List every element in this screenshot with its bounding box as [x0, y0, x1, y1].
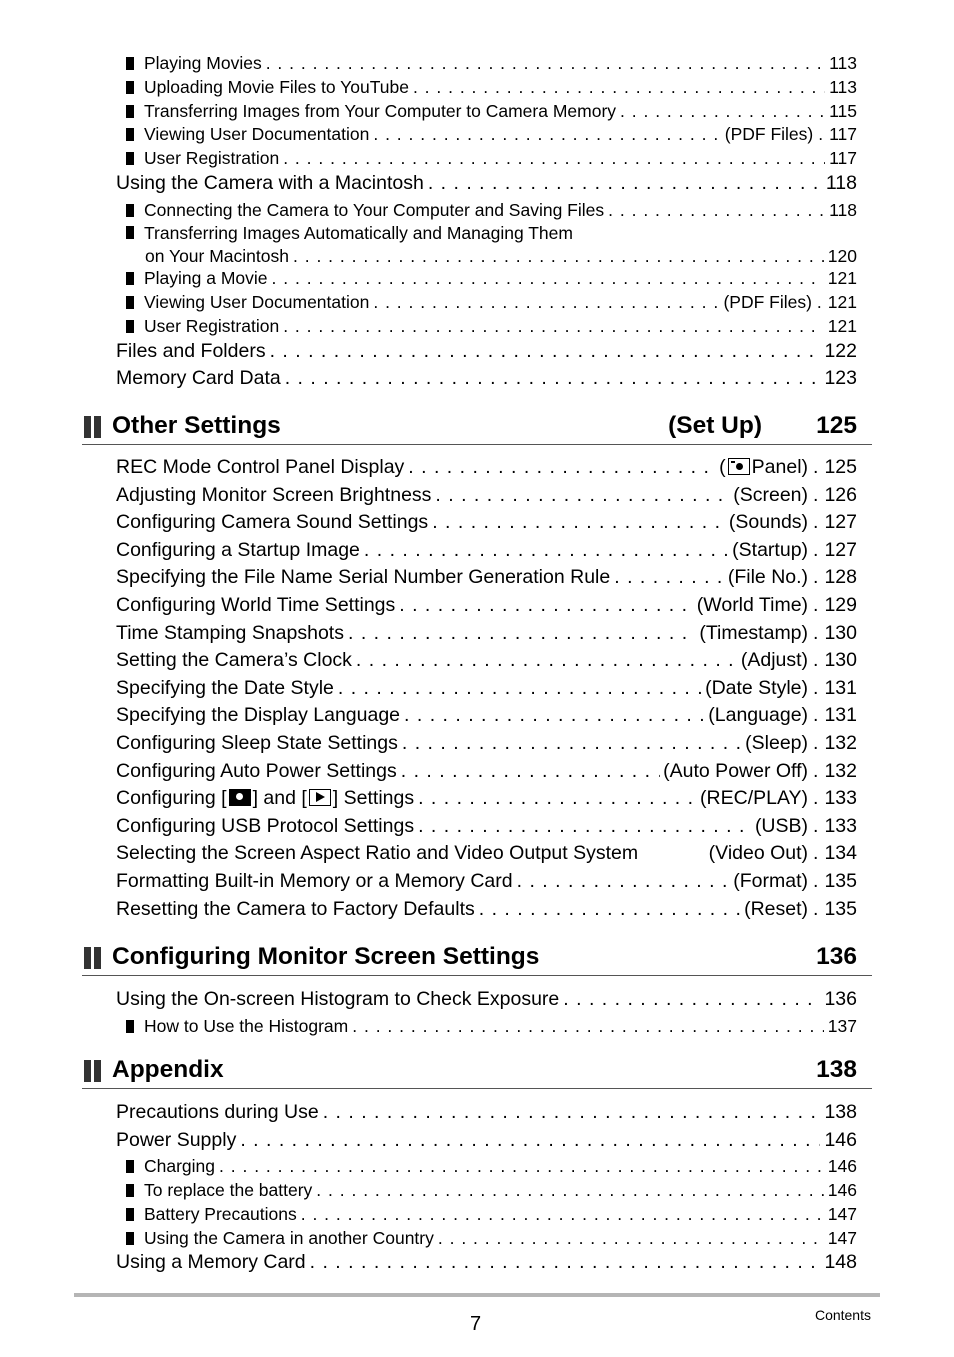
entry-page: 148 — [824, 1251, 857, 1274]
entry-note-pre: ( — [719, 456, 726, 478]
entry-title — [116, 172, 428, 195]
entry-page: 122 — [824, 339, 857, 362]
entry-page: 133 — [824, 787, 857, 810]
toc-block-monitor — [0, 988, 954, 1039]
leader-dots — [418, 815, 752, 838]
section-title: Configuring Monitor Screen Settings — [112, 943, 540, 970]
entry-page: 129 — [824, 593, 857, 616]
leader-dots — [479, 898, 741, 921]
entry-page: 121 — [827, 268, 857, 289]
entry-title — [116, 484, 435, 507]
toc-subentry[interactable] — [126, 1016, 857, 1040]
toc-block-top — [0, 53, 954, 395]
toc-entry[interactable] — [116, 1101, 857, 1129]
entry-note — [738, 649, 811, 672]
entry-title — [144, 200, 608, 221]
toc-subentry[interactable] — [126, 200, 857, 224]
toc-block-settings — [0, 456, 954, 925]
bullet-icon — [126, 320, 134, 333]
entry-title-text: Configuring Sleep State Settings — [116, 731, 398, 754]
entry-title-text: Specifying the Display Language — [116, 704, 401, 727]
entry-title-text: Viewing User Documentation — [144, 292, 370, 313]
leader-dots — [352, 1016, 824, 1037]
entry-title — [116, 677, 338, 700]
entry-page: 125 — [824, 456, 857, 478]
toc-entry[interactable] — [116, 732, 857, 760]
entry-title-text: REC Mode Control Panel Display — [116, 456, 405, 478]
entry-title — [116, 787, 418, 810]
entry-page: 130 — [824, 621, 857, 644]
entry-page: 131 — [824, 704, 857, 727]
section-page: 136 — [816, 943, 857, 970]
entry-note-text: (Timestamp) — [699, 621, 809, 644]
leader-dots — [563, 988, 820, 1011]
entry-title-text-mid: ] and [ — [252, 787, 307, 810]
entry-note-text: (Adjust) — [740, 649, 809, 672]
entry-note — [720, 292, 814, 313]
entry-page: 138 — [824, 1101, 857, 1123]
entry-note — [722, 124, 816, 145]
leader-dot: . — [816, 292, 822, 313]
entry-note — [725, 566, 811, 589]
section-title: Other Settings — [112, 412, 281, 439]
entry-note — [716, 456, 811, 479]
leader-dot: . — [813, 538, 819, 561]
toc-entry[interactable] — [116, 1251, 857, 1279]
entry-note — [706, 842, 811, 865]
toc-subentry[interactable] — [145, 246, 857, 268]
toc-block-appendix — [0, 1101, 954, 1279]
leader-dot: . — [813, 814, 819, 837]
toc-entry[interactable] — [116, 484, 857, 512]
entry-page: 127 — [824, 511, 857, 534]
entry-title-text: Specifying the File Name Serial Number Generation Rule — [116, 566, 611, 589]
entry-title — [116, 456, 408, 479]
toc-entry[interactable] — [116, 539, 857, 567]
entry-page: 132 — [824, 731, 857, 754]
leader-dots — [438, 1228, 824, 1249]
bullet-icon — [126, 1020, 134, 1033]
leader-dots — [301, 1204, 824, 1225]
entry-note — [741, 898, 811, 921]
entry-title-text: Memory Card Data — [116, 367, 281, 390]
entry-page: 146 — [827, 1179, 857, 1200]
entry-page: 137 — [827, 1015, 857, 1036]
entry-title-text: Configuring USB Protocol Settings — [116, 814, 415, 837]
toc-subentry[interactable] — [126, 1228, 857, 1252]
leader-dot: . — [813, 759, 819, 782]
bullet-icon — [126, 204, 134, 217]
leader-dots — [219, 1156, 824, 1177]
entry-title — [144, 148, 283, 169]
leader-dots — [418, 787, 697, 810]
leader-dots — [316, 1180, 824, 1201]
leader-dots — [266, 53, 825, 74]
toc-entry[interactable] — [116, 815, 857, 843]
footer-divider — [74, 1293, 880, 1297]
entry-title — [144, 1228, 438, 1249]
leader-dot: . — [813, 566, 819, 589]
leader-dots — [517, 870, 731, 893]
entry-title — [144, 316, 283, 337]
entry-title-text: Charging — [144, 1156, 216, 1177]
entry-title-text: Using the On-screen Histogram to Check Exposure — [116, 988, 560, 1010]
section-title: Appendix — [112, 1056, 224, 1083]
entry-note-text: (Reset) — [744, 897, 809, 920]
leader-dot: . — [813, 511, 819, 534]
entry-title — [144, 1204, 301, 1225]
entry-note-text: (Auto Power Off) — [663, 759, 809, 782]
entry-note — [730, 870, 811, 893]
bullet-icon — [126, 81, 134, 94]
entry-title — [116, 842, 642, 865]
leader-dot: . — [813, 842, 819, 865]
entry-note-text: (Screen) — [733, 483, 809, 506]
entry-title-text: Specifying the Date Style — [116, 676, 334, 699]
entry-note-text: (File No.) — [727, 566, 809, 589]
leader-dot: . — [813, 787, 819, 810]
entry-note-text: (Sounds) — [728, 511, 809, 534]
page-number: 7 — [470, 1313, 482, 1335]
toc-entry[interactable] — [116, 988, 857, 1016]
camera-icon — [229, 789, 251, 806]
section-marker-icon — [84, 947, 102, 969]
section-marker-icon — [84, 416, 102, 438]
leader-dots — [432, 511, 726, 534]
entry-title — [116, 622, 348, 645]
toc-entry[interactable] — [116, 1129, 857, 1157]
entry-note-text: (World Time) — [696, 593, 809, 616]
section-note: (Set Up) — [668, 412, 762, 439]
bullet-icon — [126, 152, 134, 165]
leader-dots — [620, 101, 825, 122]
section-page: 125 — [816, 412, 857, 439]
entry-title-text: Transferring Images from Your Computer to Camera Memory — [144, 100, 617, 121]
entry-page: 135 — [824, 897, 857, 920]
entry-note-text: (REC/PLAY) — [700, 787, 809, 810]
section-heading-monitor-screen — [82, 941, 872, 976]
entry-note-text: (Startup) — [732, 538, 809, 561]
entry-note-text: (Format) — [733, 869, 809, 892]
leader-dots — [283, 316, 824, 337]
entry-title — [116, 1129, 240, 1152]
leader-dots — [435, 484, 730, 507]
section-heading-other-settings — [82, 410, 872, 445]
entry-note — [726, 511, 811, 534]
toc-entry[interactable] — [116, 870, 857, 898]
toc-entry[interactable] — [116, 367, 857, 395]
leader-dots — [348, 622, 696, 645]
entry-note-text: (USB) — [754, 814, 809, 837]
toc-entry[interactable] — [116, 511, 857, 539]
leader-dot: . — [813, 456, 819, 478]
leader-dots — [272, 268, 824, 289]
bullet-icon — [126, 1160, 134, 1173]
leader-dots — [614, 566, 725, 589]
entry-page: 115 — [829, 100, 857, 121]
entry-page: 134 — [824, 842, 857, 865]
leader-dots — [240, 1129, 820, 1152]
entry-title-text: Configuring Camera Sound Settings — [116, 511, 429, 534]
toc-entry[interactable] — [116, 787, 857, 815]
entry-title-text: Formatting Built-in Memory or a Memory Card — [116, 869, 513, 892]
leader-dots — [270, 340, 821, 363]
toc-entry[interactable] — [116, 898, 857, 926]
bullet-icon — [126, 1208, 134, 1221]
entry-title — [116, 732, 402, 755]
leader-dot: . — [813, 731, 819, 754]
entry-note — [752, 815, 811, 838]
entry-title-text: Playing Movies — [144, 53, 262, 73]
entry-title — [116, 594, 399, 617]
entry-title-text: Configuring a Startup Image — [116, 538, 360, 561]
entry-title-text: Uploading Movie Files to YouTube — [144, 76, 409, 97]
entry-title — [116, 760, 401, 783]
entry-title — [144, 77, 413, 98]
entry-title-text: Setting the Camera’s Clock — [116, 649, 352, 672]
leader-dots — [373, 124, 721, 145]
leader-dots — [408, 456, 716, 479]
toc-subentry[interactable] — [126, 124, 857, 148]
leader-dot: . — [813, 897, 819, 920]
section-marker-icon — [84, 1060, 102, 1082]
toc-entry[interactable] — [116, 760, 857, 788]
entry-title-text: Configuring [ — [116, 787, 227, 810]
entry-note-text: (Language) — [708, 704, 809, 727]
leader-dot: . — [813, 676, 819, 699]
entry-page: 135 — [824, 869, 857, 892]
leader-dots — [310, 1251, 821, 1274]
toc-subentry[interactable] — [126, 101, 857, 125]
entry-page: 120 — [827, 246, 857, 267]
leader-dots — [402, 732, 742, 755]
leader-dots — [428, 172, 822, 195]
toc-entry[interactable] — [116, 340, 857, 368]
entry-title — [116, 1101, 323, 1124]
entry-title-text: Battery Precautions — [144, 1203, 297, 1224]
entry-title — [116, 815, 418, 838]
toc-subentry[interactable] — [126, 268, 857, 292]
entry-note — [696, 622, 811, 645]
leader-dots — [285, 367, 821, 390]
entry-note-text: (PDF Files) — [724, 124, 814, 145]
leader-dots — [338, 677, 702, 700]
entry-title-text: Playing a Movie — [144, 268, 268, 289]
entry-page: 131 — [824, 676, 857, 699]
entry-page: 147 — [827, 1203, 857, 1224]
leader-dots — [404, 704, 705, 727]
entry-page: 118 — [825, 171, 857, 194]
leader-dots — [283, 148, 825, 169]
entry-title-text-end: ] Settings — [332, 787, 415, 810]
entry-title — [116, 539, 364, 562]
leader-dot: . — [813, 483, 819, 506]
entry-title — [144, 268, 272, 289]
toc-entry[interactable] — [116, 649, 857, 677]
rec-panel-icon — [728, 458, 750, 475]
entry-page: 126 — [824, 483, 857, 506]
leader-dot: . — [813, 593, 819, 616]
entry-title-text: Connecting the Camera to Your Computer and Saving Files — [144, 199, 605, 220]
entry-title-text: To replace the battery — [144, 1179, 313, 1200]
entry-page: 123 — [824, 367, 857, 390]
toc-subentry[interactable] — [126, 77, 857, 101]
bullet-icon — [126, 1232, 134, 1245]
entry-note — [697, 787, 811, 810]
bullet-icon — [126, 57, 134, 70]
entry-title — [144, 101, 620, 122]
entry-note — [742, 732, 811, 755]
entry-page: 147 — [827, 1227, 857, 1248]
entry-page: 127 — [824, 538, 857, 561]
section-page: 138 — [816, 1056, 857, 1083]
entry-title-text: Power Supply — [116, 1128, 237, 1151]
entry-page: 118 — [829, 199, 857, 220]
leader-dot: . — [813, 704, 819, 727]
entry-page: 130 — [824, 649, 857, 672]
entry-page: 136 — [824, 988, 857, 1010]
leader-dots — [401, 760, 660, 783]
toc-entry[interactable] — [116, 566, 857, 594]
toc-subentry[interactable] — [126, 53, 857, 77]
entry-title-text: Configuring Auto Power Settings — [116, 759, 397, 782]
entry-title-text: Using the Camera in another Country — [144, 1227, 434, 1248]
leader-dots — [413, 77, 825, 98]
bullet-icon — [126, 272, 134, 285]
entry-title — [116, 340, 270, 363]
toc-subentry[interactable] — [126, 316, 857, 340]
entry-note — [660, 760, 811, 783]
entry-title — [116, 870, 517, 893]
entry-page: 133 — [824, 814, 857, 837]
toc-entry[interactable] — [116, 456, 857, 484]
entry-page: 146 — [824, 1128, 857, 1151]
entry-note-text: Panel) — [751, 456, 809, 478]
entry-title-text: How to Use the Histogram — [144, 1015, 349, 1036]
entry-note — [702, 677, 811, 700]
leader-dot: . — [813, 869, 819, 892]
leader-dot: . — [818, 124, 824, 145]
entry-title-text: Using a Memory Card — [116, 1251, 306, 1274]
bullet-icon — [126, 226, 134, 239]
entry-title: Transferring Images Automatically and Managing Them — [144, 223, 573, 244]
entry-title — [144, 1016, 352, 1037]
entry-title — [144, 1180, 316, 1201]
entry-title-text: on Your Macintosh — [145, 246, 289, 267]
entry-title-text: Precautions during Use — [116, 1101, 319, 1123]
entry-page: 117 — [829, 124, 857, 145]
entry-title-text: Adjusting Monitor Screen Brightness — [116, 483, 432, 506]
toc-entry[interactable] — [116, 172, 857, 200]
bullet-icon — [126, 105, 134, 118]
entry-title-text: Files and Folders — [116, 339, 266, 362]
toc-entry[interactable] — [116, 594, 857, 622]
entry-title-text: Resetting the Camera to Factory Defaults — [116, 897, 475, 920]
entry-page: 121 — [827, 315, 857, 336]
entry-title-text: Time Stamping Snapshots — [116, 621, 344, 644]
toc-subentry[interactable] — [126, 148, 857, 172]
toc-entry[interactable] — [116, 677, 857, 705]
leader-dots — [373, 292, 720, 313]
entry-page: 146 — [827, 1156, 857, 1177]
footer-label: Contents — [814, 1307, 871, 1323]
leader-dot: . — [813, 621, 819, 644]
leader-dot: . — [813, 649, 819, 672]
toc-entry[interactable] — [116, 622, 857, 650]
entry-note — [694, 594, 811, 617]
entry-page: 113 — [829, 53, 857, 73]
toc-subentry[interactable] — [126, 292, 857, 316]
leader-dots — [356, 649, 738, 672]
entry-page: 128 — [824, 566, 857, 589]
leader-dots — [323, 1101, 821, 1124]
entry-title-text: User Registration — [144, 148, 280, 169]
section-heading-appendix — [82, 1054, 872, 1089]
entry-title — [144, 124, 373, 145]
entry-title — [144, 1156, 219, 1177]
entry-title-text: Using the Camera with a Macintosh — [116, 171, 424, 194]
play-icon — [309, 789, 331, 806]
leader-dots — [399, 594, 694, 617]
bullet-icon — [126, 1184, 134, 1197]
entry-title — [144, 292, 373, 313]
entry-page: 113 — [829, 76, 857, 97]
entry-title — [116, 367, 285, 390]
toc-subentry[interactable] — [126, 1204, 857, 1228]
entry-note — [705, 704, 811, 727]
leader-dots — [293, 246, 824, 267]
leader-dots — [364, 539, 729, 562]
bullet-icon — [126, 296, 134, 309]
entry-title — [144, 53, 266, 74]
toc-subentry[interactable] — [126, 1180, 857, 1204]
bullet-icon — [126, 128, 134, 141]
entry-title — [116, 566, 614, 589]
entry-title — [116, 704, 404, 727]
entry-title — [116, 988, 563, 1011]
toc-subentry-head[interactable] — [126, 223, 857, 246]
entry-title-text: Configuring World Time Settings — [116, 593, 396, 616]
entry-page: 121 — [827, 292, 857, 313]
toc-entry[interactable] — [116, 704, 857, 732]
entry-title-text: User Registration — [144, 315, 280, 336]
entry-title — [145, 246, 293, 267]
entry-title — [116, 898, 479, 921]
entry-page: 117 — [829, 148, 857, 169]
entry-note-text: (PDF Files) — [723, 292, 812, 313]
toc-entry[interactable] — [116, 842, 857, 870]
entry-note — [729, 539, 811, 562]
entry-title — [116, 511, 432, 534]
entry-page: 132 — [824, 759, 857, 782]
entry-note-text: (Date Style) — [705, 676, 809, 699]
leader-dots — [608, 200, 825, 221]
entry-title — [116, 1251, 310, 1274]
entry-title-text: Selecting the Screen Aspect Ratio and Video Output System — [116, 842, 639, 865]
entry-title — [116, 649, 356, 672]
entry-note — [730, 484, 811, 507]
entry-note-text: (Sleep) — [745, 731, 809, 754]
entry-note-text: (Video Out) — [708, 842, 809, 865]
toc-subentry[interactable] — [126, 1156, 857, 1180]
entry-title-text: Viewing User Documentation — [144, 124, 370, 145]
